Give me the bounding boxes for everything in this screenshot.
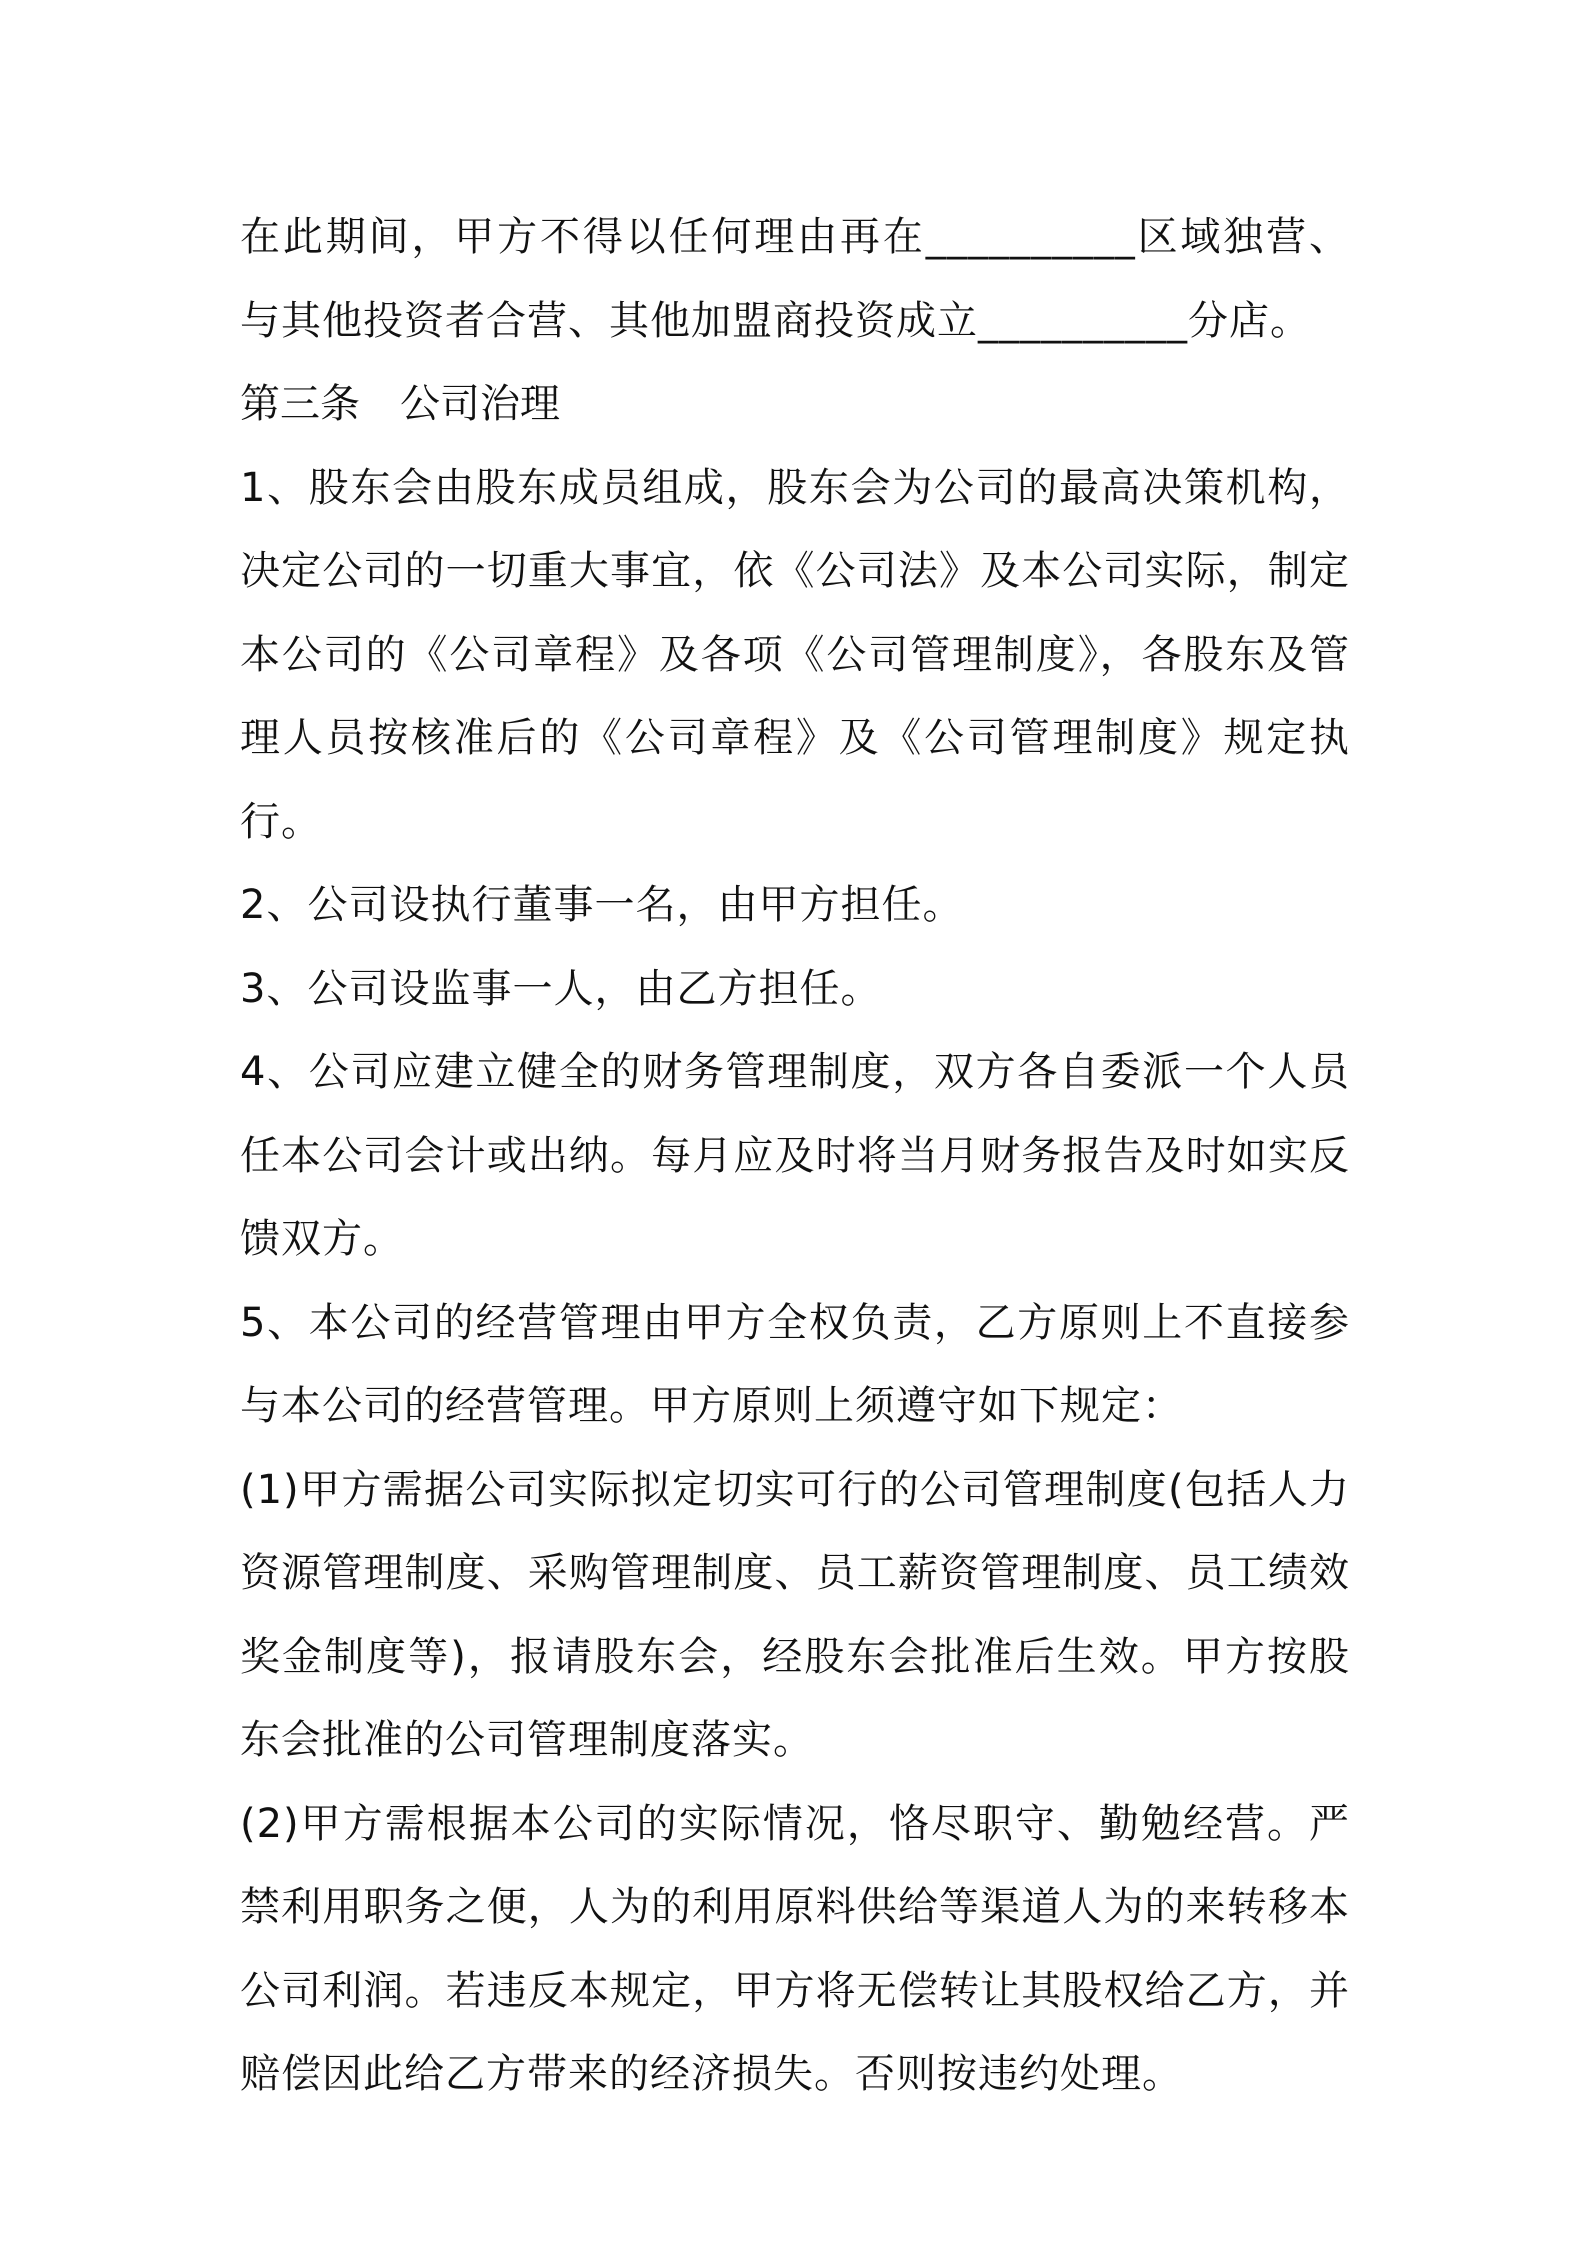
paragraph-exclusivity: 在此期间，甲方不得以任何理由再在__________区域独营、与其他投资者合营、其他加盟商投资成立__________分店。 bbox=[240, 214, 1350, 344]
paragraph-rule-1: (1)甲方需据公司实际拟定切实可行的公司管理制度(包括人力资源管理制度、采购管理制度、员工薪资管理制度、员工绩效奖金制度等)，报请股东会，经股东会批准后生效。甲方按股东会批准的公司管理制度落实。 bbox=[240, 1466, 1350, 1763]
document-body bbox=[240, 196, 1350, 2117]
paragraph-shareholders-meeting: 1、股东会由股东成员组成，股东会为公司的最高决策机构，决定公司的一切重大事宜，依《公司法》及本公司实际，制定本公司的《公司章程》及各项《公司管理制度》，各股东及管理人员按核准后的《公司章程》及《公司管理制度》规定执行。 bbox=[240, 464, 1350, 845]
paragraph-financial-management: 4、公司应建立健全的财务管理制度，双方各自委派一个人员任本公司会计或出纳。每月应及时将当月财务报告及时如实反馈双方。 bbox=[240, 1049, 1350, 1262]
paragraph-supervisor: 3、公司设监事一人，由乙方担任。 bbox=[240, 965, 882, 1012]
paragraph-rule-2: (2)甲方需根据本公司的实际情况，恪尽职守、勤勉经营。严禁利用职务之便，人为的利用原料供给等渠道人为的来转移本公司利润。若违反本规定，甲方将无偿转让其股权给乙方，并赔偿因此给乙方带来的经济损失。否则按违约处理。 bbox=[240, 1800, 1350, 2097]
paragraph-executive-director: 2、公司设执行董事一名，由甲方担任。 bbox=[240, 882, 964, 928]
section-heading-corporate-governance: 第三条 公司治理 bbox=[240, 381, 560, 427]
paragraph-operations-management: 5、本公司的经营管理由甲方全权负责，乙方原则上不直接参与本公司的经营管理。甲方原则上须遵守如下规定： bbox=[240, 1299, 1350, 1429]
